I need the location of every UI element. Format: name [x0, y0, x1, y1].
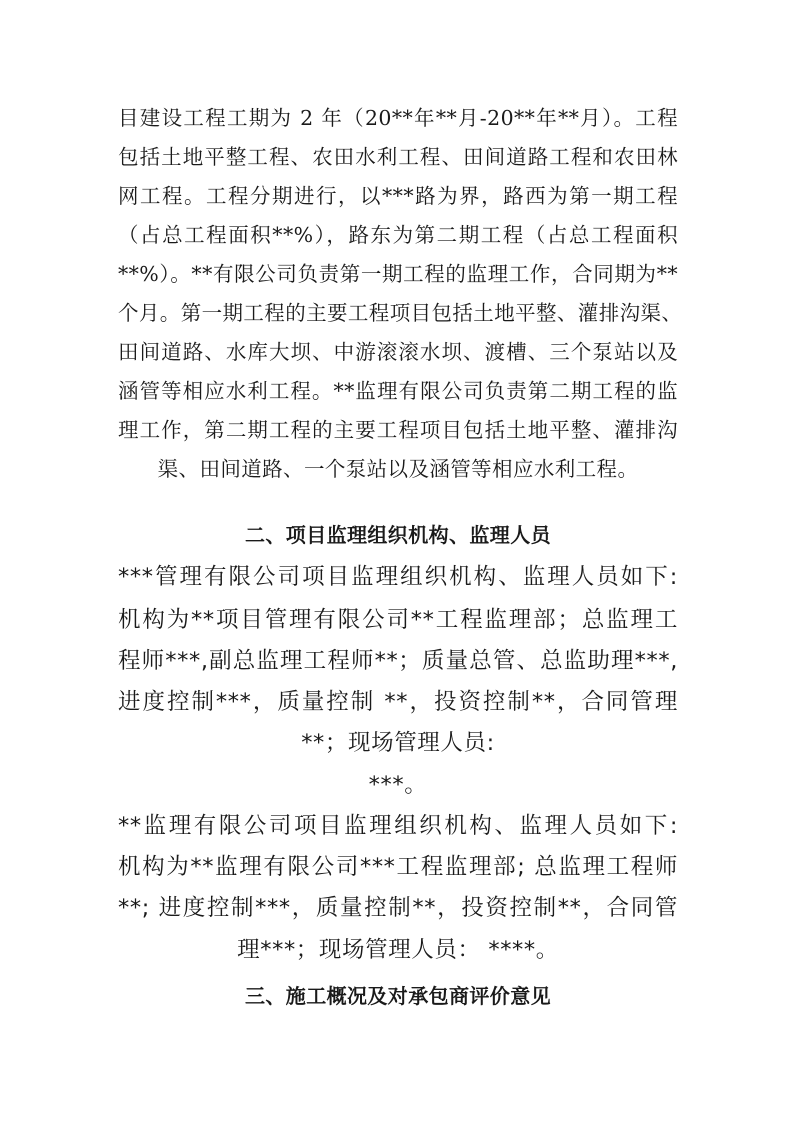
paragraph-line: **%）。**有限公司负责第一期工程的监理工作，合同期为**: [118, 262, 678, 286]
paragraph-line: **监理有限公司项目监理组织机构、监理人员如下:: [118, 813, 678, 839]
section-heading: 二、项目监理组织机构、监理人员: [245, 523, 551, 547]
paragraph-line: 目建设工程工期为 2 年（20**年**月-20**年**月）。工程: [118, 106, 678, 130]
paragraph-line: ***管理有限公司项目监理组织机构、监理人员如下:: [118, 564, 678, 590]
paragraph-line: （占总工程面积**%），路东为第二期工程（占总工程面积: [118, 223, 678, 247]
paragraph-line: 涵管等相应水利工程。**监理有限公司负责第二期工程的监: [118, 379, 678, 403]
section-heading: 三、施工概况及对承包商评价意见: [245, 984, 551, 1008]
paragraph-line: 网工程。工程分期进行，以***路为界，路西为第一期工程: [118, 184, 678, 208]
paragraph-line: 进度控制***，质量控制 **，投资控制**，合同管理: [118, 689, 678, 715]
paragraph-line: **；现场管理人员:: [301, 730, 495, 756]
paragraph-line: 理工作，第二期工程的主要工程项目包括土地平整、灌排沟: [118, 418, 678, 442]
paragraph-line: 田间道路、水库大坝、中游滚滚水坝、渡槽、三个泵站以及: [118, 340, 678, 364]
paragraph-line: 理***；现场管理人员： ****。: [237, 937, 559, 963]
paragraph-line: ***。: [368, 772, 428, 798]
paragraph-line: 渠、田间道路、一个泵站以及涵管等相应水利工程。: [157, 457, 639, 481]
paragraph-line: **; 进度控制***，质量控制**，投资控制**，合同管: [118, 895, 678, 921]
paragraph-line: 个月。第一期工程的主要工程项目包括土地平整、灌排沟渠、: [118, 301, 683, 325]
paragraph-line: 机构为**监理有限公司***工程监理部; 总监理工程师: [118, 854, 678, 880]
paragraph-line: 程师***,副总监理工程师**；质量总管、总监助理***,: [118, 648, 678, 674]
paragraph-line: 机构为**项目管理有限公司**工程监理部；总监理工: [118, 607, 678, 633]
paragraph-line: 包括土地平整工程、农田水利工程、田间道路工程和农田林: [118, 145, 678, 169]
